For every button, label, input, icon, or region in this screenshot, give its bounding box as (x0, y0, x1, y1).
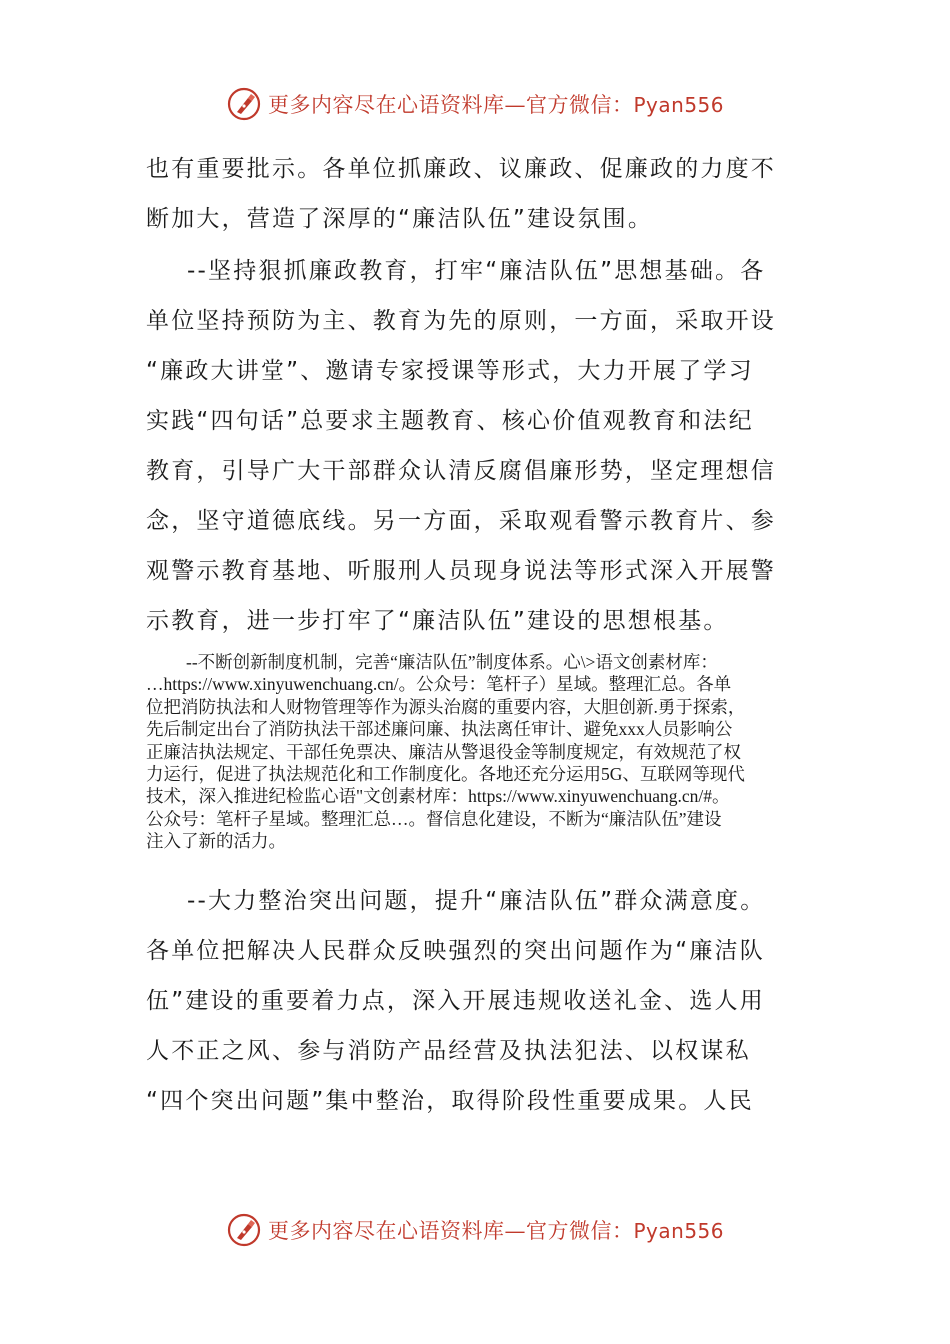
pen-nib-circle-icon (226, 86, 262, 122)
text-line: --不断创新制度机制，完善“廉洁队伍”制度体系。心\>语文创素材库： (186, 652, 718, 672)
header-banner (0, 84, 950, 124)
text-line: 断加大，营造了深厚的“廉洁队伍”建设氛围。 (146, 206, 654, 232)
text-line: 位把消防执法和人财物管理等作为源头治腐的重要内容，大胆创新.勇于探索， (146, 696, 746, 717)
footer-banner-text: 更多内容尽在心语资料库—官方微信：Pyan556 (267, 1219, 724, 1243)
text-line: 正廉洁执法规定、干部任免票决、廉洁从警退役金等制度规定，有效规范了权 (146, 741, 741, 762)
text-line: 伍”建设的重要着力点，深入开展违规收送礼金、选人用 (146, 988, 765, 1014)
text-line: --大力整治突出问题，提升“廉洁队伍”群众满意度。 (187, 888, 766, 914)
text-line: 注入了新的活力。 (146, 831, 286, 852)
text-line: 单位坚持预防为主、教育为先的原则，一方面，采取开设 (146, 308, 776, 334)
text-line: 念，坚守道德底线。另一方面，采取观看警示教育片、参 (146, 508, 776, 534)
text-line: 示教育，进一步打牢了“廉洁队伍”建设的思想根基。 (146, 608, 729, 634)
text-line: “廉政大讲堂”、邀请专家授课等形式，大力开展了学习 (146, 358, 754, 384)
text-line: --坚持狠抓廉政教育，打牢“廉洁队伍”思想基础。各 (187, 258, 766, 284)
text-line: 技术，深入推进纪检监心语"文创素材库：https://www.xinyuwenchuang.cn/#。 (146, 786, 730, 807)
text-line: 力运行，促进了执法规范化和工作制度化。各地还充分运用5G、互联网等现代 (146, 763, 745, 784)
text-line: …https://www.xinyuwenchuang.cn/。公众号：笔杆子）星域。整理汇总。各单 (146, 674, 732, 695)
text-line: 先后制定出台了消防执法干部述廉问廉、执法离任审计、避免xxx人员影响公 (146, 719, 733, 740)
text-line: 人不正之风、参与消防产品经营及执法犯法、以权谋私 (146, 1038, 751, 1064)
text-line: 公众号：笔杆子星域。整理汇总…。督信息化建设，不断为“廉洁队伍”建设 (146, 808, 722, 829)
text-line: 也有重要批示。各单位抓廉政、议廉政、促廉政的力度不 (146, 156, 776, 182)
small-paragraph (146, 651, 810, 853)
text-line: 实践“四句话”总要求主题教育、核心价值观教育和法纪 (146, 408, 754, 434)
text-line: 观警示教育基地、听服刑人员现身说法等形式深入开展警 (146, 558, 776, 584)
pen-nib-circle-icon (226, 1212, 262, 1248)
text-line: “四个突出问题”集中整治，取得阶段性重要成果。人民 (146, 1088, 754, 1114)
text-line: 教育，引导广大干部群众认清反腐倡廉形势，坚定理想信 (146, 458, 776, 484)
header-banner-text: 更多内容尽在心语资料库—官方微信：Pyan556 (267, 93, 724, 117)
text-line: 各单位把解决人民群众反映强烈的突出问题作为“廉洁队 (146, 938, 765, 964)
footer-banner (0, 1210, 950, 1250)
